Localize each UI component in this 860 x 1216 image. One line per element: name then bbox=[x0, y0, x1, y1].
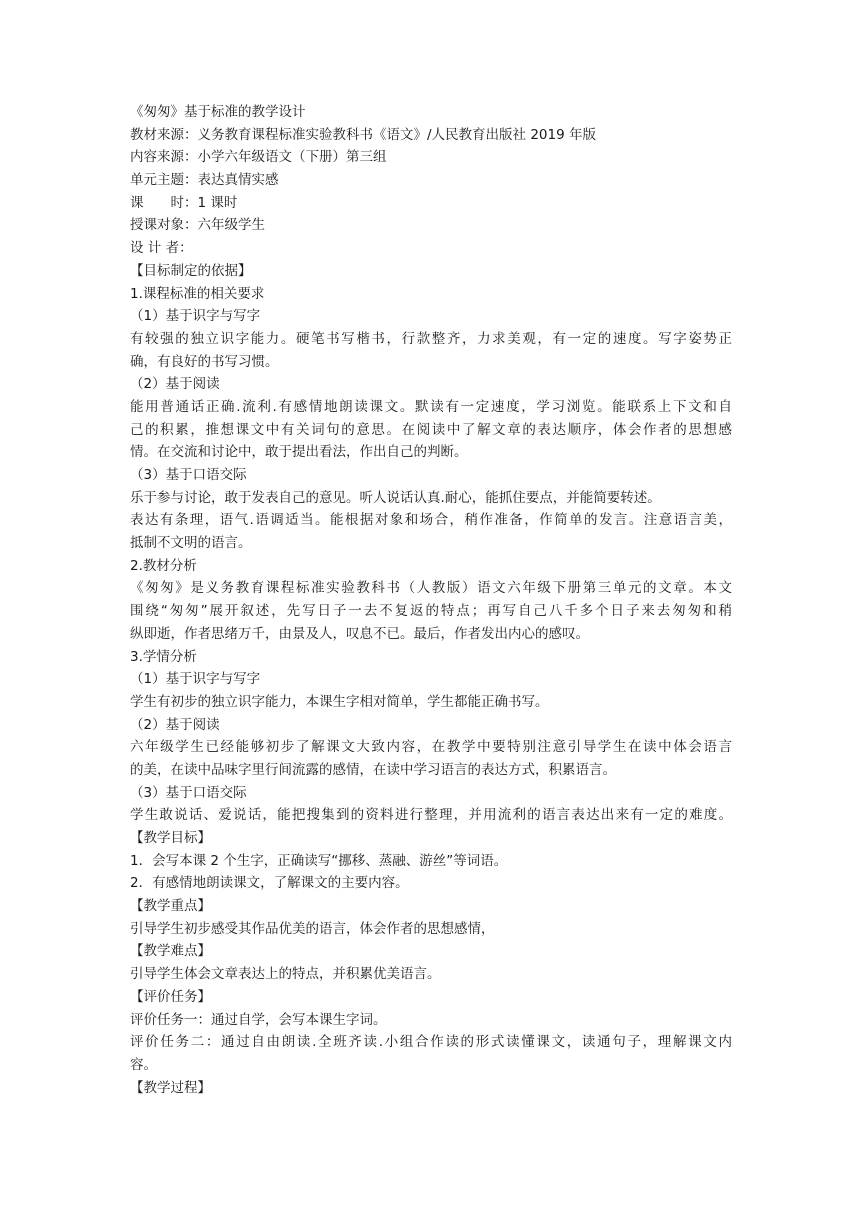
paragraph-line: 学生敢说话、爱说话，能把搜集到的资料进行整理，并用流利的语言表达出来有一定的难度。 bbox=[130, 807, 732, 824]
section-heading-tasks: 【评价任务】 bbox=[130, 988, 211, 1005]
goal-item: 2．有感情地朗读课文，了解课文的主要内容。 bbox=[130, 875, 409, 892]
paragraph-line: 己的积累，推想课文中有关词句的意思。在阅读中了解文章的表达顺序，体会作者的思想感 bbox=[130, 421, 732, 438]
paragraph-line: 六年级学生已经能够初步了解课文大致内容，在教学中要特别注意引导学生在读中体会语言 bbox=[130, 739, 732, 756]
paragraph-line: 学生有初步的独立识字能力，本课生字相对简单，学生都能正确书写。 bbox=[130, 693, 549, 710]
task-item: 评价任务一：通过自学，会写本课生字词。 bbox=[130, 1011, 387, 1028]
paragraph-line: 确，有良好的书写习惯。 bbox=[130, 353, 279, 370]
paragraph-line: 有较强的独立识字能力。硬笔书写楷书，行款整齐，力求美观，有一定的速度。写字姿势正 bbox=[130, 330, 732, 347]
item-title: （1）基于识字与写字 bbox=[130, 308, 261, 325]
meta-audience: 授课对象：六年级学生 bbox=[130, 217, 265, 234]
paragraph-line: 围绕“匆匆”展开叙述，先写日子一去不复返的特点；再写自己八千多个日子来去匆匆和稍 bbox=[130, 603, 732, 620]
goal-item: 1．会写本课 2 个生字，正确读写“挪移、蒸融、游丝”等词语。 bbox=[130, 852, 508, 869]
paragraph-line: 乐于参与讨论，敢于发表自己的意见。听人说话认真.耐心，能抓住要点，并能简要转述。 bbox=[130, 489, 661, 506]
paragraph-line: 抵制不文明的语言。 bbox=[130, 535, 252, 552]
difficulty-text: 引导学生体会文章表达上的特点，并积累优美语言。 bbox=[130, 966, 441, 983]
section-heading-process: 【教学过程】 bbox=[130, 1079, 211, 1096]
focus-text: 引导学生初步感受其作品优美的语言，体会作者的思想感情， bbox=[130, 920, 495, 937]
section-heading-difficulty: 【教学难点】 bbox=[130, 943, 211, 960]
subsection-title: 1.课程标准的相关要求 bbox=[130, 285, 265, 302]
section-heading-goals: 【教学目标】 bbox=[130, 830, 211, 846]
meta-hours: 课 时：1 课时 bbox=[130, 194, 238, 211]
section-heading-basis: 【目标制定的依据】 bbox=[130, 262, 252, 279]
paragraph-line: 表达有条理，语气.语调适当。能根据对象和场合，稍作准备，作简单的发言。注意语言美， bbox=[130, 512, 732, 529]
meta-designer: 设 计 者： bbox=[130, 240, 193, 257]
item-title: （3）基于口语交际 bbox=[130, 784, 247, 801]
item-title: （2）基于阅读 bbox=[130, 376, 220, 393]
subsection-title: 3.学情分析 bbox=[130, 648, 197, 665]
paragraph-line: 纵即逝，作者思绪万千，由景及人，叹息不已。最后，作者发出内心的感叹。 bbox=[130, 625, 589, 642]
item-title: （2）基于阅读 bbox=[130, 716, 220, 733]
document-page bbox=[130, 101, 732, 1099]
task-item-continued: 容。 bbox=[130, 1056, 157, 1073]
task-item: 评价任务二：通过自由朗读.全班齐读.小组合作读的形式读懂课文，读通句子，理解课文内 bbox=[130, 1034, 732, 1051]
meta-unit: 单元主题：表达真情实感 bbox=[130, 172, 279, 189]
paragraph-line: 情。在交流和讨论中，敢于提出看法，作出自己的判断。 bbox=[130, 444, 468, 461]
meta-textbook: 教材来源：义务教育课程标准实验教科书《语文》/人民教育出版社 2019 年版 bbox=[130, 126, 596, 143]
item-title: （3）基于口语交际 bbox=[130, 467, 247, 483]
item-title: （1）基于识字与写字 bbox=[130, 671, 261, 688]
paragraph-line: 能用普通话正确.流利.有感情地朗读课文。默读有一定速度，学习浏览。能联系上下文和自 bbox=[130, 398, 732, 415]
meta-content: 内容来源：小学六年级语文（下册）第三组 bbox=[130, 149, 387, 166]
paragraph-line: 《匆匆》是义务教育课程标准实验教科书（人教版）语文六年级下册第三单元的文章。本文 bbox=[130, 580, 732, 597]
paragraph-line: 的美，在读中品味字里行间流露的感情，在读中学习语言的表达方式，积累语言。 bbox=[130, 761, 616, 778]
section-heading-focus: 【教学重点】 bbox=[130, 898, 211, 915]
subsection-title: 2.教材分析 bbox=[130, 557, 197, 574]
doc-title: 《匆匆》基于标准的教学设计 bbox=[130, 104, 306, 120]
